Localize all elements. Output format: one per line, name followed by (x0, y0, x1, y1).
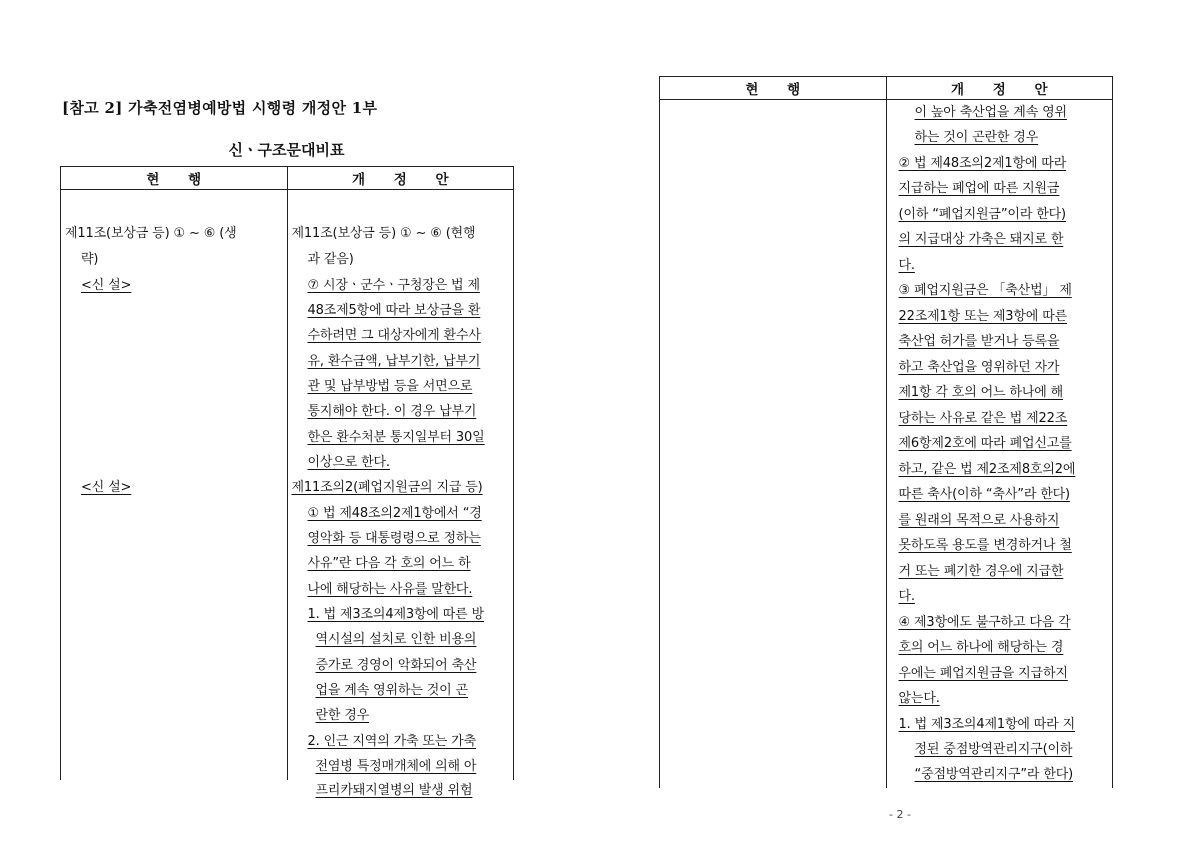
revised-line: 영악화 등 대통령령으로 정하는 (307, 531, 481, 546)
revised-line: ⑦ 시장ㆍ군수ㆍ구청장은 법 제 (307, 278, 480, 293)
revised-line: 의 지급대상 가축은 돼지로 한 (898, 232, 1064, 247)
revised-line: 우에는 폐업지원금을 지급하지 (898, 666, 1068, 681)
revised-line: 지급하는 폐업에 따른 지원금 (898, 181, 1060, 196)
header-revised: 개 정 안 (351, 172, 449, 188)
document-subtitle: 신ㆍ구조문대비표 (228, 141, 345, 159)
current-line: <신 설> (81, 480, 132, 495)
table-header (61, 166, 513, 190)
header-current: 현 행 (61, 167, 288, 189)
current-line: 략) (81, 252, 99, 267)
revised-line: ③ 폐업지원금은 「축산법」 제 (898, 283, 1072, 298)
revised-line: 따른 축사(이하 “축사”라 한다) (898, 487, 1070, 502)
current-line: <신 설> (81, 278, 132, 293)
revised-line: 48조제5항에 따라 보상금을 환 (307, 303, 481, 318)
revised-line: 제11조의2(폐업지원금의 지급 등) (291, 480, 483, 495)
revised-line: 사유”란 다음 각 호의 어느 하 (307, 556, 471, 571)
revised-line: 당하는 사유로 같은 법 제22조 (898, 411, 1068, 426)
revised-line: 하고 축산업을 영위하던 자가 (898, 360, 1060, 375)
revised-line: 제6항제2호에 따라 폐업신고를 (898, 436, 1072, 451)
table-header (660, 76, 1112, 100)
revised-line: 거 또는 폐기한 경우에 지급한 (898, 564, 1064, 579)
revised-column (887, 100, 1113, 788)
revised-line: 이 높아 축산업을 계속 영위 (914, 105, 1067, 120)
revised-line: 하는 것이 곤란한 경우 (914, 130, 1039, 145)
revised-line: 1. 법 제3조의4제3항에 따른 방 (307, 607, 484, 622)
revised-line: 과 같음) (307, 252, 354, 267)
revised-line: 전염병 특정매개체에 의해 아 (315, 759, 477, 774)
revised-line: 호의 어느 하나에 해당하는 경 (898, 640, 1064, 655)
current-column (61, 190, 288, 780)
revised-line: 제1항 각 호의 어느 하나에 해 (898, 385, 1064, 400)
revised-line: 제11조(보상금 등) ① ~ ⑥ (현행 (291, 226, 476, 241)
page-number: - 2 - (889, 808, 911, 821)
revised-line: 통지해야 한다. 이 경우 납부기 (307, 404, 477, 419)
revised-line: 나에 해당하는 사유를 말한다. (307, 582, 473, 597)
revised-line: 정된 중점방역관리지구(이하 (914, 742, 1073, 757)
revised-line: 않는다. (898, 691, 940, 706)
revised-line: 하고, 같은 법 제2조제8호의2에 (898, 462, 1076, 477)
revised-line: ④ 제3항에도 불구하고 다음 각 (898, 615, 1071, 630)
revised-line: 다. (898, 258, 915, 273)
header-revised: 개 정 안 (950, 82, 1048, 98)
revised-line: 역시설의 설치로 인한 비용의 (315, 632, 477, 647)
revised-line: 증가로 경영이 악화되어 축산 (315, 658, 477, 673)
revised-column (288, 190, 514, 798)
revised-line: 유, 환수금액, 납부기한, 납부기 (307, 354, 481, 369)
comparison-table-right (659, 76, 1113, 788)
revised-line: ① 법 제48조의2제1항에서 “경 (307, 506, 482, 521)
revised-line: 이상으로 한다. (307, 455, 390, 470)
current-line: 제11조(보상금 등) ① ~ ⑥ (생 (65, 226, 237, 241)
revised-line: 수하려면 그 대상자에게 환수사 (307, 328, 481, 343)
revised-line: 다. (898, 589, 915, 604)
revised-line: 프리카돼지열병의 발생 위험 (315, 783, 473, 798)
revised-line: 관 및 납부방법 등을 서면으로 (307, 379, 473, 394)
revised-line: 축산업 허가를 받거나 등록을 (898, 334, 1060, 349)
header-current: 현 행 (660, 77, 887, 99)
revised-line: ② 법 제48조의2제1항에 따라 (898, 156, 1067, 171)
revised-line: 1. 법 제3조의4제1항에 따라 지 (898, 717, 1075, 732)
revised-line: 못하도록 용도를 변경하거나 철 (898, 538, 1072, 553)
revised-line: “중점방역관리지구”라 한다) (914, 767, 1074, 782)
revised-line: 를 원래의 목적으로 사용하지 (898, 513, 1060, 528)
revised-line: 업을 계속 영위하는 것이 곤 (315, 683, 468, 698)
revised-line: 2. 인근 지역의 가축 또는 가축 (307, 734, 477, 749)
revised-line: 한은 환수처분 통지일부터 30일 (307, 430, 485, 445)
comparison-table-left (60, 166, 514, 798)
current-column-empty (660, 100, 887, 788)
revised-line: 란한 경우 (315, 708, 370, 723)
revised-line: (이하 “폐업지원금”이라 한다) (898, 207, 1066, 222)
revised-line: 22조제1항 또는 제3항에 따른 (898, 309, 1068, 324)
document-title: [참고 2] 가축전염병예방법 시행령 개정안 1부 (62, 99, 378, 117)
